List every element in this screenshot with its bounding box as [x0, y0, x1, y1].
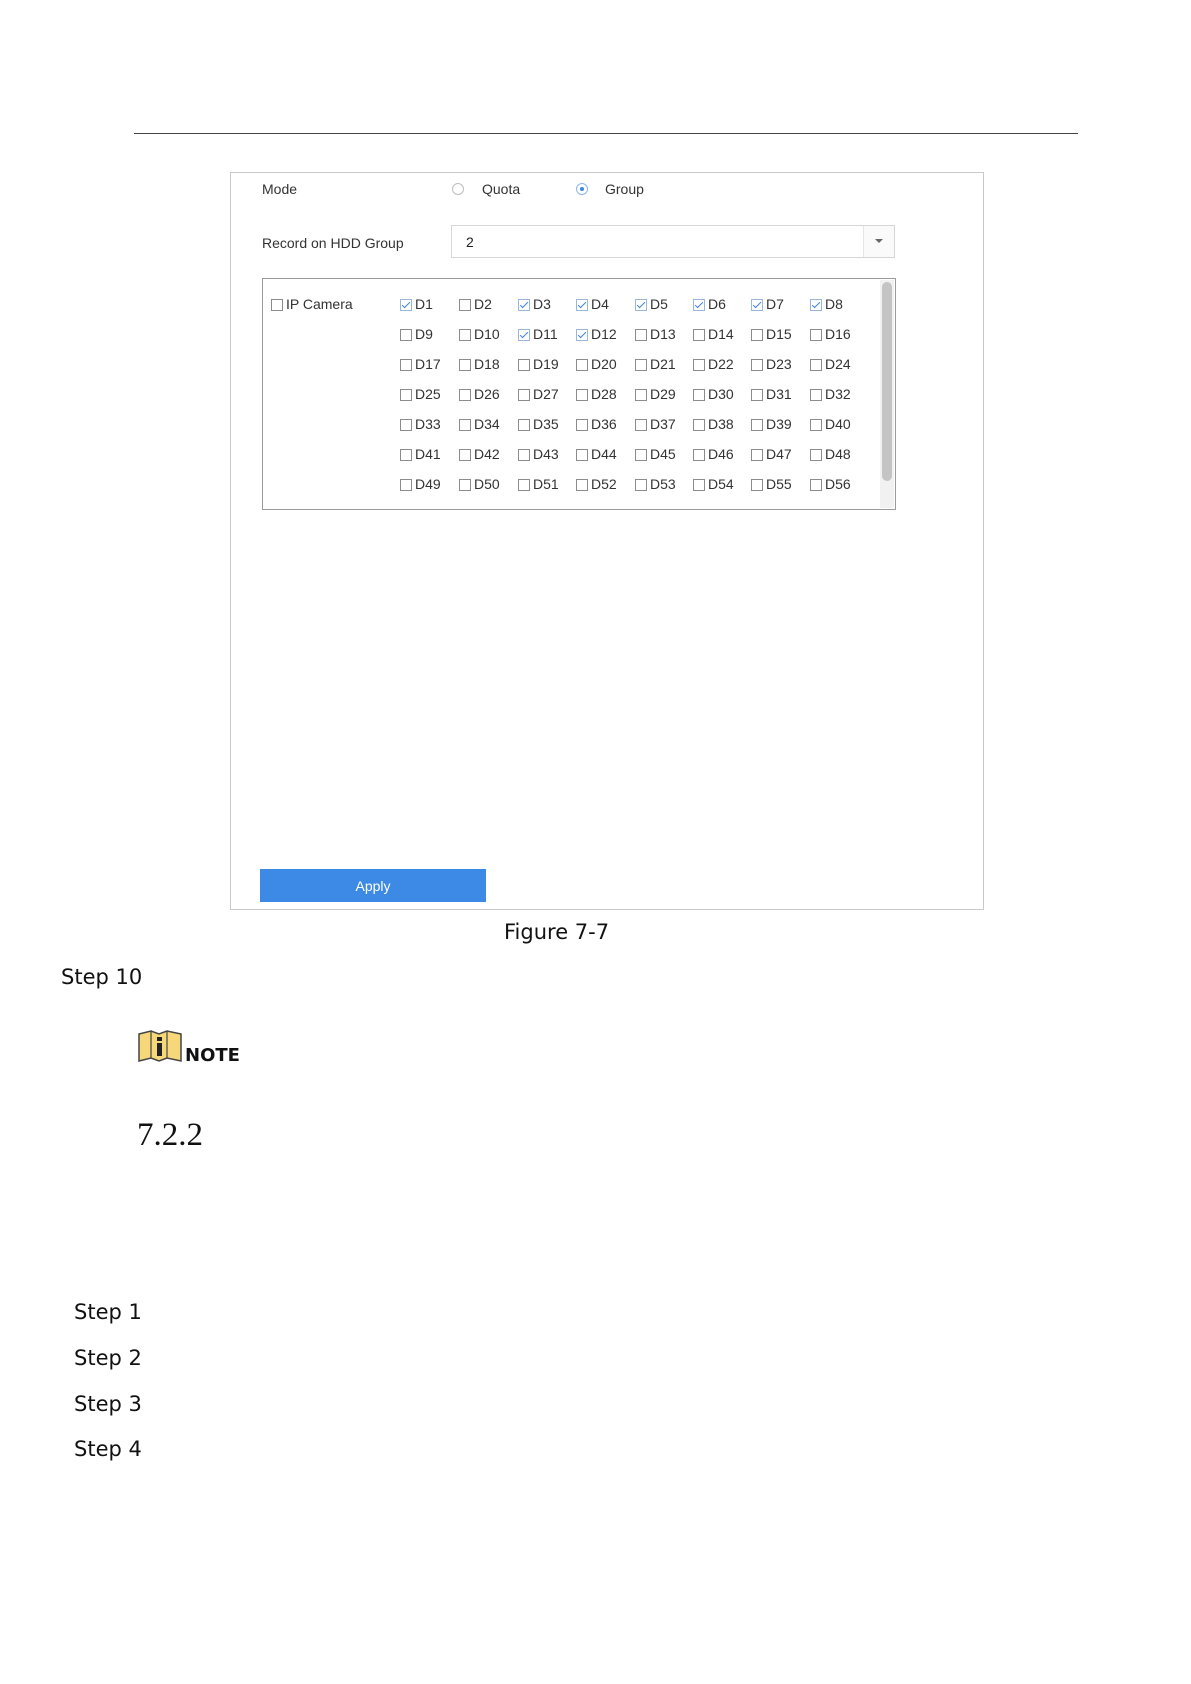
camera-label: D36 [591, 416, 617, 432]
camera-label: D50 [474, 476, 500, 492]
camera-label: D54 [708, 476, 734, 492]
camera-label: D28 [591, 386, 617, 402]
camera-label: D55 [766, 476, 792, 492]
camera-label: D19 [533, 356, 559, 372]
camera-label: D25 [415, 386, 441, 402]
camera-label: D4 [591, 296, 609, 312]
camera-label: D40 [825, 416, 851, 432]
camera-checkbox[interactable] [459, 389, 471, 401]
camera-label: D22 [708, 356, 734, 372]
camera-checkbox[interactable] [810, 299, 822, 311]
camera-label: D52 [591, 476, 617, 492]
camera-checkbox[interactable] [459, 479, 471, 491]
camera-checkbox[interactable] [751, 359, 763, 371]
camera-label: D2 [474, 296, 492, 312]
camera-checkbox[interactable] [635, 299, 647, 311]
note-label: NOTE [185, 1045, 240, 1066]
camera-checkbox[interactable] [693, 359, 705, 371]
camera-checkbox[interactable] [518, 479, 530, 491]
camera-checkbox[interactable] [635, 389, 647, 401]
camera-checkbox[interactable] [518, 419, 530, 431]
group-radio[interactable] [576, 183, 588, 195]
camera-label: D38 [708, 416, 734, 432]
step-10-label: Step 10 [61, 965, 143, 989]
camera-label: D24 [825, 356, 851, 372]
camera-checkbox[interactable] [400, 419, 412, 431]
camera-label: D51 [533, 476, 559, 492]
camera-label: D26 [474, 386, 500, 402]
camera-checkbox[interactable] [400, 329, 412, 341]
camera-checkbox[interactable] [810, 419, 822, 431]
camera-label: D42 [474, 446, 500, 462]
camera-label: D34 [474, 416, 500, 432]
camera-checkbox[interactable] [693, 329, 705, 341]
camera-label: D32 [825, 386, 851, 402]
camera-checkbox[interactable] [635, 479, 647, 491]
camera-label: D18 [474, 356, 500, 372]
camera-checkbox[interactable] [459, 359, 471, 371]
camera-label: D6 [708, 296, 726, 312]
ip-camera-checkbox[interactable] [271, 299, 283, 311]
camera-checkbox[interactable] [576, 299, 588, 311]
camera-checkbox[interactable] [693, 449, 705, 461]
camera-checkbox[interactable] [810, 359, 822, 371]
camera-checkbox-partial[interactable] [459, 509, 471, 510]
camera-checkbox[interactable] [635, 359, 647, 371]
camera-checkbox[interactable] [576, 359, 588, 371]
camera-checkbox-partial[interactable] [810, 509, 822, 510]
camera-checkbox[interactable] [751, 479, 763, 491]
camera-label: D13 [650, 326, 676, 342]
camera-checkbox[interactable] [693, 299, 705, 311]
section-number: 7.2.2 [137, 1117, 203, 1153]
camera-checkbox[interactable] [459, 299, 471, 311]
camera-checkbox-partial[interactable] [693, 509, 705, 510]
camera-checkbox[interactable] [576, 419, 588, 431]
camera-checkbox[interactable] [459, 419, 471, 431]
camera-checkbox[interactable] [576, 479, 588, 491]
camera-label: D5 [650, 296, 668, 312]
camera-checkbox[interactable] [751, 449, 763, 461]
camera-list [262, 278, 896, 510]
camera-label: D21 [650, 356, 676, 372]
camera-label: D9 [415, 326, 433, 342]
camera-label: D15 [766, 326, 792, 342]
camera-checkbox[interactable] [635, 419, 647, 431]
camera-checkbox[interactable] [518, 389, 530, 401]
page-header-rule [134, 133, 1078, 134]
camera-label: D39 [766, 416, 792, 432]
camera-label: D43 [533, 446, 559, 462]
quota-radio[interactable] [452, 183, 464, 195]
camera-checkbox[interactable] [693, 479, 705, 491]
camera-checkbox[interactable] [751, 419, 763, 431]
camera-label: D14 [708, 326, 734, 342]
camera-label: D56 [825, 476, 851, 492]
camera-label: D10 [474, 326, 500, 342]
camera-label: D46 [708, 446, 734, 462]
camera-label: D20 [591, 356, 617, 372]
camera-checkbox[interactable] [459, 449, 471, 461]
camera-label: D7 [766, 296, 784, 312]
group-label: Group [605, 181, 644, 197]
camera-label: D3 [533, 296, 551, 312]
camera-checkbox[interactable] [635, 329, 647, 341]
camera-checkbox[interactable] [693, 389, 705, 401]
ip-camera-label: IP Camera [286, 296, 353, 312]
camera-checkbox-partial[interactable] [576, 509, 588, 510]
dropdown-arrow-icon[interactable] [863, 226, 894, 257]
camera-label: D45 [650, 446, 676, 462]
camera-checkbox[interactable] [518, 449, 530, 461]
camera-label: D48 [825, 446, 851, 462]
figure-caption: Figure 7-7 [504, 920, 610, 944]
camera-checkbox[interactable] [576, 329, 588, 341]
apply-button[interactable]: Apply [260, 869, 486, 902]
camera-checkbox-partial[interactable] [518, 509, 530, 510]
camera-label: D27 [533, 386, 559, 402]
camera-checkbox[interactable] [400, 299, 412, 311]
camera-checkbox[interactable] [751, 329, 763, 341]
camera-label: D11 [533, 326, 558, 342]
camera-label: D29 [650, 386, 676, 402]
camera-label: D1 [415, 296, 433, 312]
camera-label: D31 [766, 386, 792, 402]
camera-checkbox[interactable] [518, 299, 530, 311]
camera-checkbox-partial[interactable] [400, 509, 412, 510]
mode-label: Mode [262, 181, 298, 197]
camera-label: D23 [766, 356, 792, 372]
camera-checkbox[interactable] [576, 449, 588, 461]
camera-label: D37 [650, 416, 676, 432]
camera-checkbox[interactable] [518, 359, 530, 371]
camera-checkbox[interactable] [576, 389, 588, 401]
camera-label: D30 [708, 386, 734, 402]
camera-label: D49 [415, 476, 441, 492]
camera-checkbox[interactable] [810, 389, 822, 401]
hdd-group-label: Record on HDD Group [262, 235, 404, 251]
camera-checkbox[interactable] [635, 449, 647, 461]
camera-checkbox[interactable] [400, 449, 412, 461]
camera-checkbox[interactable] [751, 299, 763, 311]
camera-checkbox[interactable] [751, 389, 763, 401]
camera-label: D47 [766, 446, 792, 462]
storage-mode-panel [230, 172, 984, 910]
step-2-label: Step 2 [74, 1346, 142, 1370]
hdd-group-value: 2 [466, 234, 474, 250]
camera-checkbox[interactable] [693, 419, 705, 431]
camera-list-scrollbar[interactable] [880, 280, 894, 508]
camera-label: D8 [825, 296, 843, 312]
camera-checkbox[interactable] [400, 479, 412, 491]
camera-checkbox[interactable] [810, 329, 822, 341]
quota-label: Quota [482, 181, 521, 197]
camera-checkbox[interactable] [810, 449, 822, 461]
camera-checkbox-partial[interactable] [751, 509, 763, 510]
camera-checkbox[interactable] [400, 389, 412, 401]
camera-label: D53 [650, 476, 676, 492]
camera-label: D17 [415, 356, 441, 372]
scrollbar-thumb[interactable] [882, 282, 892, 481]
step-4-label: Step 4 [74, 1437, 142, 1461]
camera-checkbox[interactable] [810, 479, 822, 491]
camera-checkbox[interactable] [400, 359, 412, 371]
camera-checkbox[interactable] [459, 329, 471, 341]
step-1-label: Step 1 [74, 1300, 142, 1324]
camera-label: D41 [415, 446, 441, 462]
camera-label: D16 [825, 326, 851, 342]
step-3-label: Step 3 [74, 1392, 142, 1416]
camera-label: D44 [591, 446, 617, 462]
camera-label: D35 [533, 416, 559, 432]
camera-label: D12 [591, 326, 617, 342]
camera-label: D33 [415, 416, 441, 432]
hdd-group-select[interactable] [451, 225, 895, 258]
camera-checkbox-partial[interactable] [635, 509, 647, 510]
camera-checkbox[interactable] [518, 329, 530, 341]
note-icon [137, 1028, 183, 1069]
